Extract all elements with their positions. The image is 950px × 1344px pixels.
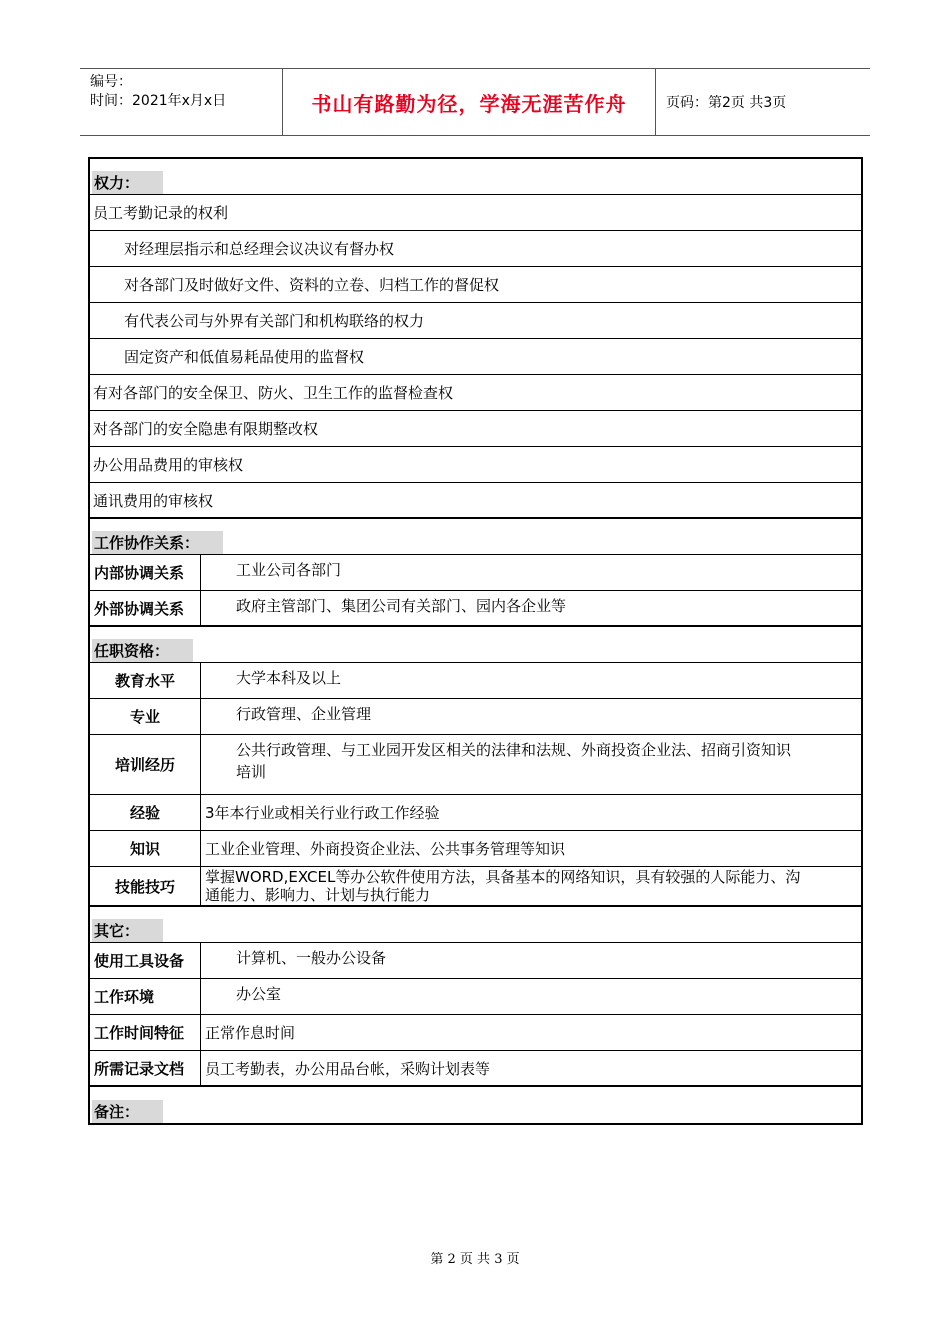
qual-major-value: 行政管理、企业管理 xyxy=(236,705,372,723)
section-qual-title: 任职资格： xyxy=(90,627,861,663)
power-item: 对经理层指示和总经理会议决议有督办权 xyxy=(90,231,861,267)
coop-external-value: 政府主管部门、集团公司有关部门、园内各企业等 xyxy=(236,597,567,615)
qual-edu-label: 教育水平 xyxy=(90,663,201,698)
other-time-label: 工作时间特征 xyxy=(90,1015,201,1050)
header-meta xyxy=(80,69,283,135)
time-label: 时间：2021年x月x日 xyxy=(90,93,227,109)
power-item: 办公用品费用的审核权 xyxy=(90,447,861,483)
qual-major-label: 专业 xyxy=(90,699,201,734)
qual-exp-label: 经验 xyxy=(90,795,201,830)
coop-external-row xyxy=(90,591,861,627)
page-header xyxy=(80,68,870,136)
other-tools-value: 计算机、一般办公设备 xyxy=(236,949,387,967)
qual-major-row xyxy=(90,699,861,735)
header-motto: 书山有路勤为径，学海无涯苦作舟 xyxy=(283,69,656,135)
section-power-title: 权力： xyxy=(90,159,861,195)
qual-know-label: 知识 xyxy=(90,831,201,866)
other-env-row xyxy=(90,979,861,1015)
coop-internal-row xyxy=(90,555,861,591)
qual-training-line: 公共行政管理、与工业园开发区相关的法律和法规、外商投资企业法、招商引资知识 xyxy=(236,741,792,759)
other-tools-label: 使用工具设备 xyxy=(90,943,201,978)
coop-external-label: 外部协调关系 xyxy=(90,591,201,625)
page-footer: 第 2 页 共 3 页 xyxy=(430,1252,520,1267)
qual-training-line: 培训 xyxy=(236,763,267,781)
section-coop-title: 工作协作关系： xyxy=(90,519,861,555)
qual-training-value xyxy=(201,735,861,794)
qual-edu-row xyxy=(90,663,861,699)
qual-skill-line: 通能力、影响力、计划与执行能力 xyxy=(205,886,431,904)
power-item: 固定资产和低值易耗品使用的监督权 xyxy=(90,339,861,375)
section-other-title: 其它： xyxy=(90,907,861,943)
other-time-row xyxy=(90,1015,861,1051)
qual-know-value: 工业企业管理、外商投资企业法、公共事务管理等知识 xyxy=(205,840,566,858)
number-label: 编号： xyxy=(90,74,132,90)
qual-edu-value: 大学本科及以上 xyxy=(236,669,342,687)
section-notes-title: 备注： xyxy=(90,1087,861,1123)
power-item: 有代表公司与外界有关部门和机构联络的权力 xyxy=(90,303,861,339)
coop-internal-value: 工业公司各部门 xyxy=(236,561,342,579)
other-docs-value: 员工考勤表，办公用品台帐，采购计划表等 xyxy=(205,1059,491,1078)
power-item: 通讯费用的审核权 xyxy=(90,483,861,519)
qual-skill-line: 掌握WORD,EXCEL等办公软件使用方法，具备基本的网络知识，具有较强的人际能力、沟 xyxy=(205,868,801,886)
other-docs-label: 所需记录文档 xyxy=(90,1051,201,1085)
qual-skill-row xyxy=(90,867,861,907)
power-item: 对各部门的安全隐患有限期整改权 xyxy=(90,411,861,447)
qual-exp-row xyxy=(90,795,861,831)
qual-skill-value xyxy=(201,867,861,905)
other-env-value: 办公室 xyxy=(236,985,282,1003)
other-time-value: 正常作息时间 xyxy=(205,1024,296,1042)
header-page-label: 页码：第2页 共3页 xyxy=(666,95,787,111)
qual-exp-value: 3年本行业或相关行业行政工作经验 xyxy=(205,804,440,822)
qual-training-row xyxy=(90,735,861,795)
power-item: 有对各部门的安全保卫、防火、卫生工作的监督检查权 xyxy=(90,375,861,411)
coop-internal-label: 内部协调关系 xyxy=(90,555,201,590)
other-tools-row xyxy=(90,943,861,979)
other-env-label: 工作环境 xyxy=(90,979,201,1014)
other-docs-row xyxy=(90,1051,861,1087)
power-item: 对各部门及时做好文件、资料的立卷、归档工作的督促权 xyxy=(90,267,861,303)
job-description-form xyxy=(88,157,863,1125)
qual-skill-label: 技能技巧 xyxy=(90,867,201,905)
power-item: 员工考勤记录的权利 xyxy=(90,195,861,231)
qual-training-label: 培训经历 xyxy=(90,735,201,794)
qual-know-row xyxy=(90,831,861,867)
